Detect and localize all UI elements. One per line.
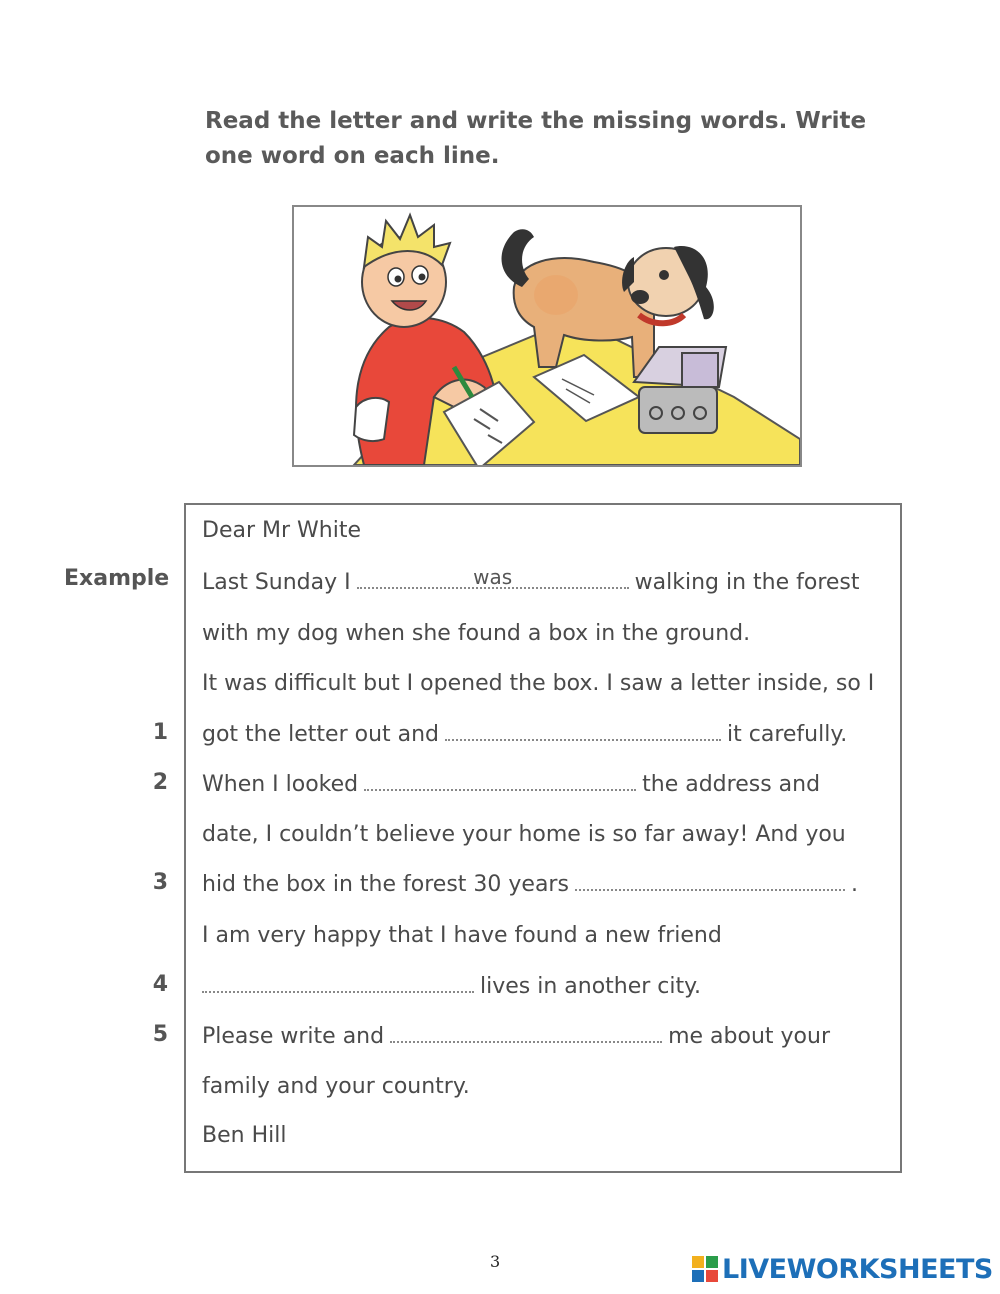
question-number-5: 5: [152, 1022, 168, 1047]
line-text-after: lives in another city.: [480, 974, 702, 999]
line-text-after: walking in the forest: [634, 570, 860, 595]
letter-line-8: I am very happy that I have found a new friend: [202, 923, 722, 948]
letter-line-6: date, I couldn’t believe your home is so far away! And you: [202, 822, 846, 847]
letter-line-q5: [202, 1022, 830, 1052]
answer-input-1[interactable]: [445, 713, 721, 737]
line-text-after: .: [850, 872, 858, 897]
answer-gap-1[interactable]: [445, 721, 721, 741]
letter-line-q1: [202, 720, 847, 750]
answer-gap-4[interactable]: [202, 973, 474, 993]
instructions: Read the letter and write the missing words. Write one word on each line.: [205, 108, 867, 169]
liveworksheets-logo-icon: [692, 1256, 718, 1282]
question-number-3: 3: [152, 870, 168, 895]
question-number-1: 1: [152, 720, 168, 745]
page-number: 3: [490, 1252, 501, 1271]
example-label: Example: [64, 566, 170, 591]
illustration-boy-dog-letter: [292, 205, 802, 467]
answer-input-5[interactable]: [390, 1015, 662, 1039]
line-text-before: When I looked: [202, 772, 359, 797]
line-text-before: hid the box in the forest 30 years: [202, 872, 569, 897]
line-text-after: it carefully.: [727, 722, 848, 747]
letter-line-q3: [202, 870, 858, 900]
letter-line-q2: [202, 770, 820, 800]
liveworksheets-brand[interactable]: [692, 1252, 993, 1286]
letter-line-q4: [202, 972, 701, 1002]
line-text-before: Please write and: [202, 1024, 385, 1049]
letter-line-3: It was difficult but I opened the box. I saw a letter inside, so I: [202, 671, 875, 696]
answer-gap-2[interactable]: [364, 771, 636, 791]
letter-greeting: Dear Mr White: [202, 518, 361, 543]
line-text-before: got the letter out and: [202, 722, 440, 747]
letter-signature: Ben Hill: [202, 1123, 287, 1148]
letter-line-11: family and your country.: [202, 1074, 470, 1099]
letter-line-example: [202, 565, 860, 598]
example-gap: [357, 565, 629, 589]
line-text-before: Last Sunday I: [202, 570, 351, 595]
answer-input-2[interactable]: [364, 763, 636, 787]
answer-gap-5[interactable]: [390, 1023, 662, 1043]
line-text-after: me about your: [668, 1024, 830, 1049]
answer-gap-3[interactable]: [575, 871, 845, 891]
answer-input-3[interactable]: [575, 863, 845, 887]
brand-text: LIVEWORKSHEETS: [722, 1253, 993, 1285]
line-text-after: the address and: [642, 772, 821, 797]
letter-line-2: with my dog when she found a box in the ground.: [202, 621, 751, 646]
example-answer: was: [473, 565, 513, 589]
question-number-2: 2: [152, 770, 168, 795]
answer-input-4[interactable]: [202, 965, 474, 989]
question-number-4: 4: [152, 972, 168, 997]
